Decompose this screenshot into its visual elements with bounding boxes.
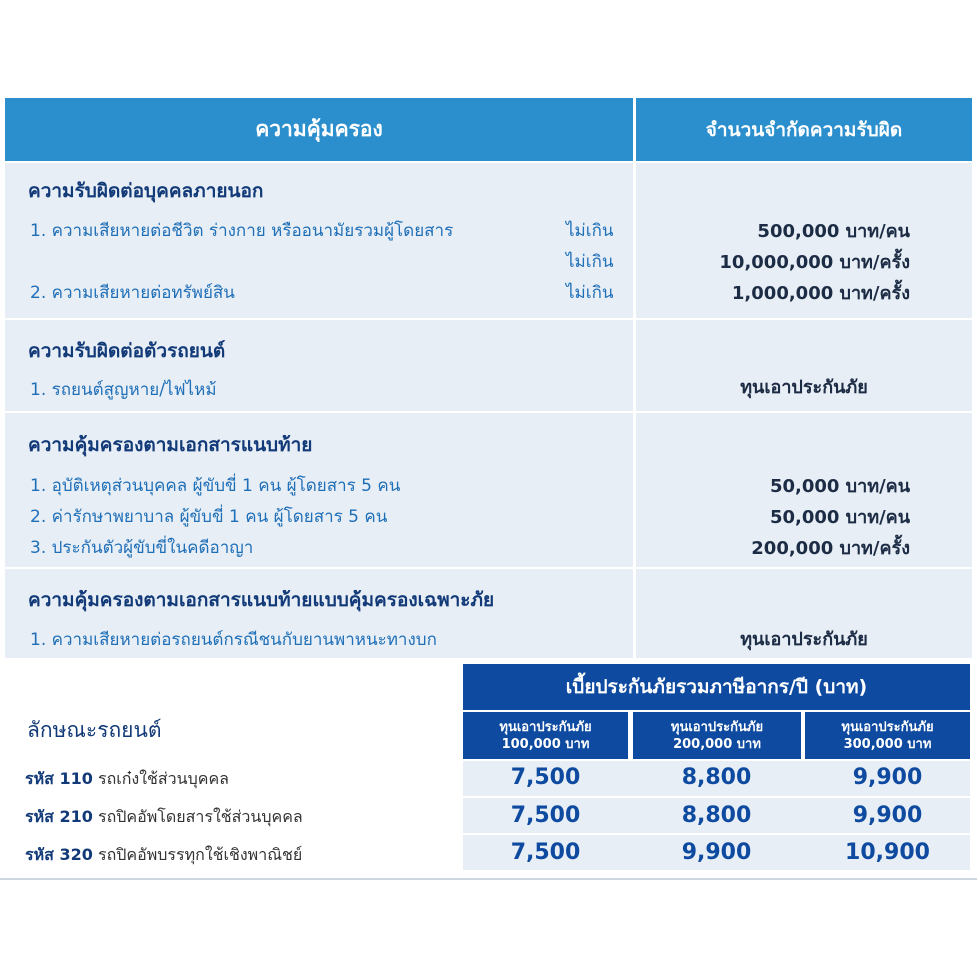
premium-header: เบี้ยประกันภัยรวมภาษีอากร/ปี (บาท) <box>463 664 970 710</box>
vehicle-code: รหัส 320 <box>25 845 93 864</box>
section-title: ความคุ้มครองตามเอกสารแนบท้าย <box>28 434 313 456</box>
premium-value: 9,900 <box>852 765 923 790</box>
column-line2: 100,000 บาท <box>501 736 590 752</box>
premium-value: 8,800 <box>681 803 752 828</box>
vehicle-desc: รถเก๋งใช้ส่วนบุคคล <box>97 769 229 788</box>
sum-insured-column-3 <box>805 712 970 759</box>
vehicle-row <box>25 805 303 830</box>
bottom-divider <box>0 878 977 880</box>
not-exceed-label: ไม่เกิน <box>566 283 614 303</box>
vehicle-code: รหัส 110 <box>25 769 93 788</box>
limit-amount: 1,000,000 บาท/ครั้ง <box>731 283 910 304</box>
section-title: ความคุ้มครองตามเอกสารแนบท้ายแบบคุ้มครองเฉพาะภัย <box>28 589 495 611</box>
limit-amount: 500,000 บาท/คน <box>757 221 910 242</box>
column-line2: 300,000 บาท <box>843 736 932 752</box>
vehicle-row <box>25 843 302 868</box>
premium-value: 7,500 <box>510 765 581 790</box>
limit-amount: 10,000,000 บาท/ครั้ง <box>719 252 910 273</box>
column-line1: ทุนเอาประกันภัย <box>499 719 592 735</box>
limit-amount: ทุนเอาประกันภัย <box>740 629 868 650</box>
premium-value: 9,900 <box>852 803 923 828</box>
coverage-item: 2. ความเสียหายต่อทรัพย์สิน <box>30 283 235 303</box>
limit-amount: ทุนเอาประกันภัย <box>740 377 868 398</box>
not-exceed-label: ไม่เกิน <box>566 252 614 272</box>
coverage-item: 1. อุบัติเหตุส่วนบุคคล ผู้ขับขี่ 1 คน ผู้โดยสาร 5 คน <box>30 476 401 496</box>
limit-amount: 50,000 บาท/คน <box>769 507 910 528</box>
coverage-item: 1. รถยนต์สูญหาย/ไฟไหม้ <box>30 380 217 400</box>
coverage-item: 1. ความเสียหายต่อรถยนต์กรณีชนกับยานพาหนะทางบก <box>30 630 437 650</box>
coverage-item: 2. ค่ารักษาพยาบาล ผู้ขับขี่ 1 คน ผู้โดยสาร 5 คน <box>30 507 388 527</box>
premium-value: 10,900 <box>845 840 930 865</box>
vehicle-desc: รถปิคอัพบรรทุกใช้เชิงพาณิชย์ <box>97 845 303 864</box>
section-title: ความรับผิดต่อบุคคลภายนอก <box>28 180 264 202</box>
column-line2: 200,000 บาท <box>673 736 761 752</box>
limit-amount: 200,000 บาท/ครั้ง <box>751 538 910 559</box>
coverage-item: 1. ความเสียหายต่อชีวิต ร่างกาย หรืออนามัยรวมผู้โดยสาร <box>30 221 454 241</box>
column-line1: ทุนเอาประกันภัย <box>670 719 764 735</box>
section-title: ความรับผิดต่อตัวรถยนต์ <box>28 340 226 362</box>
not-exceed-label: ไม่เกิน <box>566 221 614 241</box>
coverage-header: ความคุ้มครอง <box>5 98 633 161</box>
sum-insured-column-2 <box>633 712 801 759</box>
premium-value: 7,500 <box>510 840 581 865</box>
premium-value: 9,900 <box>681 840 752 865</box>
vehicle-desc: รถปิคอัพโดยสารใช้ส่วนบุคคล <box>97 807 303 826</box>
limit-amount: 50,000 บาท/คน <box>769 476 910 497</box>
premium-value: 8,800 <box>681 765 752 790</box>
vehicle-row <box>25 767 229 792</box>
vehicle-code: รหัส 210 <box>25 807 93 826</box>
coverage-item: 3. ประกันตัวผู้ขับขี่ในคดีอาญา <box>30 538 254 558</box>
sum-insured-column-1 <box>463 712 628 759</box>
column-line1: ทุนเอาประกันภัย <box>841 719 934 735</box>
vehicle-type-label: ลักษณะรถยนต์ <box>27 718 162 742</box>
limit-header: จำนวนจำกัดความรับผิด <box>636 98 972 161</box>
premium-value: 7,500 <box>510 803 581 828</box>
